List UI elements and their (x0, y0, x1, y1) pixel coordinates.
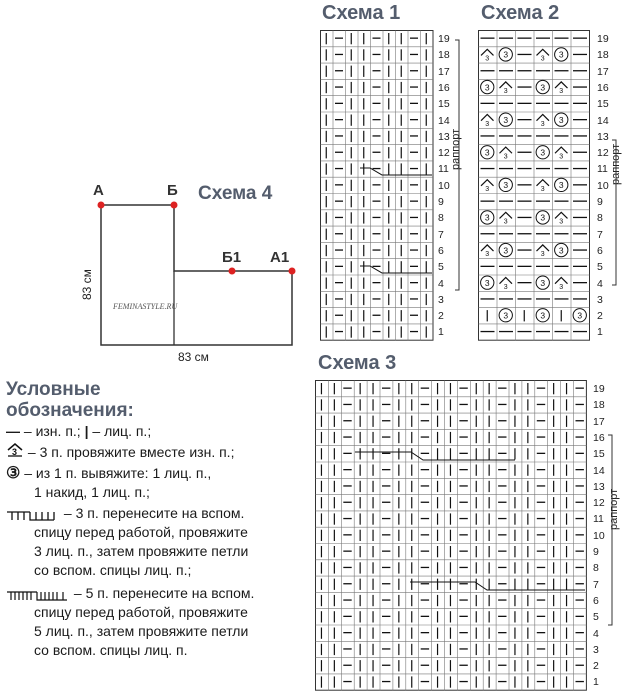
row-number: 15 (438, 98, 450, 111)
row-number: 17 (593, 415, 605, 428)
purl3tog-stitch-digit: 3 (540, 120, 545, 128)
row-number: 16 (593, 431, 605, 444)
legend-title-line1: Условные (6, 379, 101, 400)
row-number: 18 (597, 49, 609, 62)
row-number: 19 (597, 33, 609, 45)
purl3tog-stitch (555, 278, 568, 284)
row-number: 13 (438, 130, 450, 143)
legend-item-cable5-cont2: 5 лиц. п., затем провяжите петли (34, 623, 249, 639)
schema4-title: Схема 4 (198, 183, 273, 204)
point-a1-label: А1 (270, 249, 290, 266)
schema2-title: Схема 2 (481, 2, 560, 24)
legend-title (6, 379, 134, 421)
dimension-vertical: 83 см (80, 269, 94, 300)
legend-item-cable5-cont1: спицу перед работой, провяжите (34, 604, 248, 620)
svg-text:3: 3 (12, 447, 18, 457)
purl3tog-stitch-digit: 3 (540, 186, 545, 193)
legend-item-purl3tog (6, 443, 306, 462)
purl3tog-stitch (555, 82, 568, 88)
purl3tog-stitch (537, 180, 550, 186)
schema2-rapport-bracket (610, 30, 620, 350)
purl3tog-stitch (481, 115, 494, 121)
row-number: 3 (597, 293, 603, 306)
row-number: 6 (593, 594, 599, 607)
increase-stitch-digit: 3 (558, 245, 564, 256)
purl3tog-stitch (500, 212, 513, 218)
row-number: 8 (593, 562, 599, 575)
purl3tog-stitch-digit: 3 (540, 251, 545, 259)
cable5-symbol (6, 588, 70, 600)
point-a-marker (98, 202, 105, 209)
purl3tog-symbol (6, 443, 24, 457)
schema4-pattern-diagram (80, 195, 310, 355)
row-number: 13 (593, 480, 605, 493)
schema1-rapport-label: раппорт (450, 128, 462, 170)
row-number: 10 (597, 179, 609, 192)
row-number: 10 (593, 529, 605, 542)
row-number: 12 (438, 147, 450, 160)
increase-stitch-digit: 3 (503, 245, 509, 256)
row-number: 3 (438, 293, 444, 306)
increase-stitch-digit: 3 (540, 82, 546, 93)
increase-stitch-digit: 3 (503, 310, 509, 321)
cable-crossing-mark (410, 582, 585, 590)
row-number: 8 (597, 212, 603, 225)
schema2-grid (478, 30, 591, 342)
purl3tog-stitch (537, 115, 550, 121)
row-number: 7 (593, 578, 599, 591)
row-number: 5 (593, 611, 599, 624)
row-number: 2 (593, 660, 599, 673)
row-number: 12 (593, 497, 605, 510)
purl3tog-stitch (500, 278, 513, 284)
row-number: 18 (593, 399, 605, 412)
row-number: 5 (438, 261, 444, 274)
row-number: 11 (438, 163, 449, 176)
row-number: 6 (438, 244, 444, 257)
pattern-outline (101, 205, 292, 345)
row-number: 7 (438, 228, 444, 241)
legend-item-text: – из 1 п. вывяжите: 1 лиц. п., (20, 465, 212, 481)
legend-item-cable3 (6, 504, 306, 523)
knit-symbol: | (84, 423, 89, 439)
purl3tog-stitch (555, 147, 568, 153)
cable3-symbol (6, 508, 60, 520)
legend-item-increase-cont: 1 накид, 1 лиц. п.; (34, 484, 150, 500)
increase-stitch-digit: 3 (484, 212, 490, 223)
purl3tog-stitch-digit: 3 (503, 153, 508, 161)
legend-item-text: – 5 п. перенесите на вспом. (70, 585, 255, 601)
row-number: 9 (593, 546, 599, 558)
schema3-rapport-bracket (606, 380, 616, 700)
purl3tog-stitch (537, 49, 550, 55)
row-number: 12 (597, 147, 609, 160)
row-number: 13 (597, 130, 609, 143)
legend-item-cable3-cont3: со вспом. спицы лиц. п.; (34, 562, 192, 578)
increase-stitch-digit: 3 (484, 277, 490, 288)
increase-stitch-digit: 3 (503, 49, 509, 60)
row-number: 9 (438, 196, 444, 208)
purl3tog-stitch-digit: 3 (559, 153, 564, 161)
legend-item-text: – 3 п. перенесите на вспом. (60, 505, 245, 521)
legend-item-text: – изн. п.; (20, 423, 85, 439)
row-number: 15 (593, 448, 605, 461)
row-number: 1 (597, 326, 603, 339)
row-number: 8 (438, 212, 444, 225)
increase-stitch-digit: 3 (540, 310, 546, 321)
row-number: 4 (597, 277, 603, 290)
increase-stitch-digit: 3 (540, 212, 546, 223)
increase-stitch-digit: 3 (558, 114, 564, 125)
cable-crossing-mark (355, 452, 515, 460)
purl3tog-stitch (500, 147, 513, 153)
row-number: 16 (597, 81, 609, 94)
purl3tog-stitch (481, 180, 494, 186)
point-b-label: Б (167, 182, 178, 199)
purl3tog-stitch (481, 49, 494, 55)
point-a1-marker (289, 268, 296, 275)
legend-item-increase (6, 464, 306, 483)
increase-stitch-digit: 3 (558, 180, 564, 191)
legend-item-cable3-cont2: 3 лиц. п., затем провяжите петли (34, 543, 249, 559)
schema3-rapport-label: раппорт (608, 488, 620, 530)
row-number: 17 (597, 65, 609, 78)
row-number: 4 (593, 627, 599, 640)
purl3tog-stitch-digit: 3 (485, 120, 490, 128)
purl3tog-stitch-digit: 3 (485, 251, 490, 259)
schema3-grid (315, 380, 588, 692)
legend-list (6, 422, 306, 660)
row-number: 17 (438, 65, 450, 78)
legend-item-text: – лиц. п.; (88, 423, 152, 439)
purl3tog-stitch (500, 82, 513, 88)
purl3tog-stitch (555, 212, 568, 218)
schema2-rapport-label: раппорт (610, 143, 622, 185)
watermark: FEMINASTYLE.RU (113, 302, 178, 311)
row-number: 1 (438, 326, 444, 339)
purl3tog-stitch-digit: 3 (485, 55, 490, 63)
row-number: 15 (597, 98, 609, 111)
row-number: 2 (438, 310, 444, 323)
purl3tog-stitch-digit: 3 (503, 88, 508, 96)
point-b1-marker (229, 268, 236, 275)
increase-stitch-digit: 3 (503, 114, 509, 125)
increase-stitch-digit: 3 (484, 147, 490, 158)
row-number: 1 (593, 676, 599, 689)
increase-symbol: ③ (6, 465, 21, 482)
row-number: 14 (597, 114, 609, 127)
row-number: 6 (597, 244, 603, 257)
point-b-marker (171, 202, 178, 209)
purl3tog-stitch-digit: 3 (540, 55, 545, 63)
purl3tog-stitch-digit: 3 (559, 283, 564, 291)
purl3tog-stitch-digit: 3 (503, 218, 508, 226)
row-number: 14 (438, 114, 450, 127)
row-number: 3 (593, 643, 599, 656)
schema1-rapport-bracket (453, 30, 463, 350)
increase-stitch-digit: 3 (540, 277, 546, 288)
row-number: 7 (597, 228, 603, 241)
schema1-title: Схема 1 (322, 2, 401, 24)
legend-title-line2: обозначения: (6, 400, 134, 421)
legend-item-cable5-cont3: со вспом. спицы лиц. п. (34, 642, 188, 658)
row-number: 11 (593, 513, 604, 526)
increase-stitch-digit: 3 (540, 147, 546, 158)
row-number: 10 (438, 179, 450, 192)
schema1-grid (320, 30, 435, 342)
increase-stitch-digit: 3 (484, 82, 490, 93)
purl3tog-stitch (537, 245, 550, 251)
purl3tog-stitch-digit: 3 (559, 218, 564, 226)
point-b1-label: Б1 (222, 249, 242, 266)
row-number: 2 (597, 310, 603, 323)
purl3tog-stitch-digit: 3 (559, 88, 564, 96)
row-number: 19 (438, 33, 450, 45)
legend-item-cable5 (6, 584, 306, 603)
purl-symbol: — (6, 423, 20, 439)
row-number: 5 (597, 261, 603, 274)
legend-item-text: – 3 п. провяжите вместе изн. п.; (24, 444, 235, 460)
purl3tog-stitch (481, 245, 494, 251)
schema1-row-numbers (435, 30, 455, 350)
increase-stitch-digit: 3 (577, 310, 583, 321)
row-number: 19 (593, 383, 605, 395)
increase-stitch-digit: 3 (503, 180, 509, 191)
increase-stitch-digit: 3 (558, 49, 564, 60)
row-number: 11 (597, 163, 608, 176)
schema3-title: Схема 3 (318, 352, 397, 374)
row-number: 14 (593, 464, 605, 477)
purl3tog-stitch-digit: 3 (503, 283, 508, 291)
row-number: 9 (597, 196, 603, 208)
dimension-horizontal: 83 см (178, 350, 209, 364)
purl3tog-stitch-digit: 3 (485, 186, 490, 193)
row-number: 4 (438, 277, 444, 290)
legend-item-cable3-cont1: спицу перед работой, провяжите (34, 524, 248, 540)
point-a-label: А (93, 182, 104, 199)
row-number: 16 (438, 81, 450, 94)
row-number: 18 (438, 49, 450, 62)
legend-item-purl-knit (6, 422, 306, 441)
